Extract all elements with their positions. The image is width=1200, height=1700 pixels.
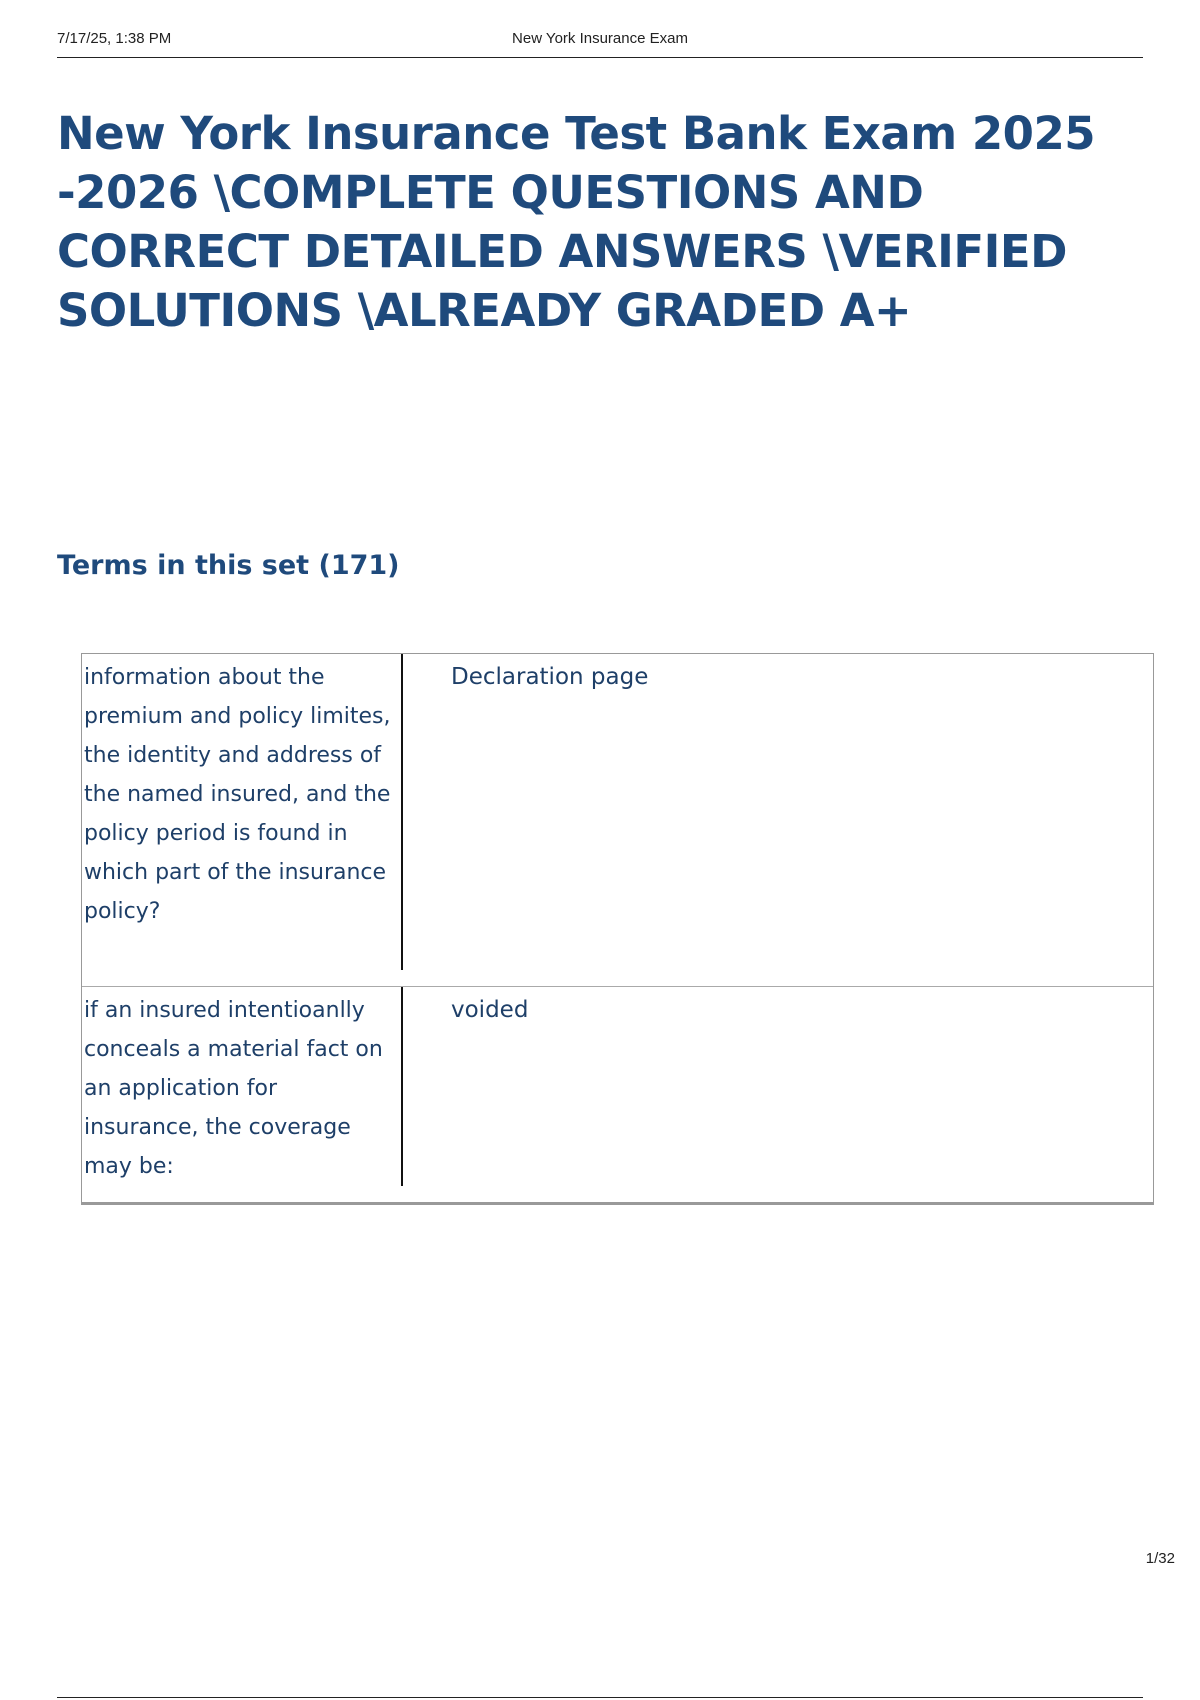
print-header-title: New York Insurance Exam xyxy=(512,30,688,47)
page-title: New York Insurance Test Bank Exam 2025 -2026 \COMPLETE QUESTIONS AND CORRECT DETAILED ANSWERS \VERIFIED SOLUTIONS \ALREADY GRADED A+ xyxy=(57,107,1096,337)
page-number: 1/32 xyxy=(1145,1550,1175,1567)
print-date: 7/17/25, 1:38 PM xyxy=(57,30,172,47)
term-question: information about the premium and policy limites, the identity and address of the named insured, and the policy period is found in which part of the insurance policy? xyxy=(82,654,403,970)
term-answer: voided xyxy=(451,997,529,1023)
term-row xyxy=(82,987,1153,1202)
term-answer: Declaration page xyxy=(451,664,649,690)
term-row xyxy=(82,654,1153,987)
print-header xyxy=(57,28,1143,58)
term-question: if an insured intentioanlly conceals a material fact on an application for insurance, the coverage may be: xyxy=(82,987,403,1186)
terms-table xyxy=(81,653,1154,1205)
footer-divider xyxy=(57,1697,1143,1698)
terms-heading: Terms in this set (171) xyxy=(57,550,400,581)
